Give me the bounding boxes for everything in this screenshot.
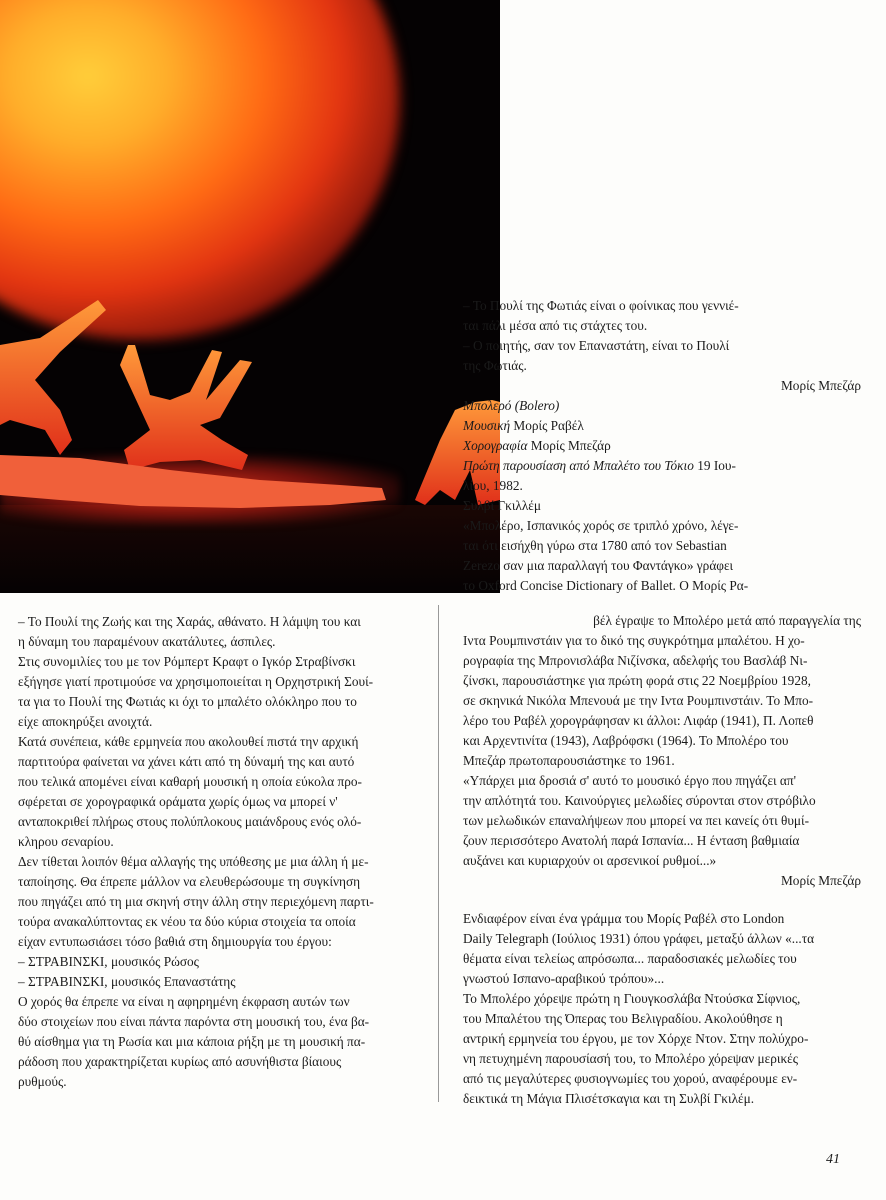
text-line: που πηγάζει από τη μια σκηνή στην άλλη στην περιεχόμενη παρτι- [18, 894, 374, 909]
premiere-credit [463, 456, 861, 476]
text-line: Ο χορός θα έπρεπε να είναι η αφηρημένη έκφραση αυτών των [18, 994, 350, 1009]
text-line: ταποίησης. Θα έπρεπε μάλλον να ελευθερώσουμε τη συγκίνηση [18, 874, 361, 889]
text-line: Κατά συνέπεια, κάθε ερμηνεία που ακολουθεί πιστά την αρχική [18, 734, 359, 749]
text-line: λίου, 1982. [463, 478, 523, 493]
text-line: τούρα ανακαλύπτοντας εκ νέου τα δύο κύρια στοιχεία τα οποία [18, 914, 356, 929]
text-line: ζουν περισσότερο Ανατολή παρά Ισπανία... Η ένταση βαθμιαία [463, 833, 800, 848]
text-line: τα για το Πουλί της Φωτιάς κι όχι το μπαλέτο ολόκληρο που το [18, 694, 357, 709]
text-line: είχε αποκηρύξει ανοιχτά. [18, 714, 153, 729]
text-line: γνωστού Ισπανο-αραβικού τρόπου»... [463, 971, 665, 986]
text-line: – Ο ποιητής, σαν τον Επαναστάτη, είναι το Πουλί [463, 338, 730, 353]
text-line: Daily Telegraph (Ιούλιος 1931) όπου γράφει, μεταξύ άλλων «...τα [463, 931, 815, 946]
text-line: την απλότητά του. Καινούργιες μελωδίες σύρονται στον στρόβιλο [463, 793, 816, 808]
choreography-value: Μορίς Μπεζάρ [530, 438, 611, 453]
text-line: ρογραφία της Μπρονισλάβα Νιζίνσκα, αδελφής του Βασλάβ Νι- [463, 653, 808, 668]
text-line: – Το Πουλί της Ζωής και της Χαράς, αθάνατο. Η λάμψη του και [18, 614, 361, 629]
text-line: ράδοση που χαρακτηρίζεται κυρίως από ασυνήθιστα βίαιους [18, 1054, 342, 1069]
right-column-top [463, 296, 861, 596]
right-column-bottom [463, 611, 861, 1109]
dancers-silhouettes [0, 0, 500, 593]
signature: Μορίς Μπεζάρ [780, 873, 861, 888]
text-line: ται πάλι μέσα από τις στάχτες του. [463, 318, 648, 333]
music-label: Μουσική [463, 418, 511, 433]
text-line: Zerezo σαν μια παραλλαγή του Φαντάγκο» γράφει [463, 558, 734, 573]
work-title: Μπολερό (Bolero) [463, 398, 560, 413]
text-line: δεικτικά τη Μάγια Πλισέτσκαγια και τη Συλβί Γκιλέμ. [463, 1091, 755, 1106]
text-line: το Oxford Concise Dictionary of Ballet. Ο Μορίς Ρα- [463, 578, 749, 593]
text-line: Ενδιαφέρον είναι ένα γράμμα του Μορίς Ραβέλ στο London [463, 911, 785, 926]
text-line: η δύναμη του παραμένουν ακατάλυτες, άσπιλες. [18, 634, 276, 649]
text-line: των μελωδικών επαναλήψεων που μπορεί να πει κανείς ότι θυμί- [463, 813, 810, 828]
page-number: 41 [826, 1152, 840, 1167]
text-line: Μπεζάρ πρωτοπαρουσιάστηκε το 1961. [463, 753, 675, 768]
cast-line: Συλβί Γκιλλέμ [463, 498, 542, 513]
signature: Μορίς Μπεζάρ [780, 378, 861, 393]
text-line: Στις συνομιλίες του με τον Ρόμπερτ Κραφτ ο Ιγκόρ Στραβίνσκι [18, 654, 356, 669]
text-line: Δεν τίθεται λοιπόν θέμα αλλαγής της υπόθεσης με μια άλλη ή με- [18, 854, 369, 869]
music-credit [463, 416, 861, 436]
premiere-label: Πρώτη παρουσίαση από Μπαλέτο του Τόκιο [463, 458, 694, 473]
text-line: θέματα είναι τελείως απρόσωπα... παραδοσιακές μελωδίες του [463, 951, 797, 966]
text-line: βέλ έγραψε το Μπολέρο μετά από παραγγελία της [593, 613, 861, 628]
text-line: από τις μεγαλύτερες φυσιογνωμίες του χορού, αναφέρουμε εν- [463, 1071, 798, 1086]
music-value: Μορίς Ραβέλ [513, 418, 584, 433]
text-line: ται ότι εισήχθη γύρω στα 1780 από τον Sebastian [463, 538, 727, 553]
text-line: σφέρεται σε χορογραφικά οράματα χωρίς όμως να μπορεί ν' [18, 794, 338, 809]
text-line: εξήγησε γιατί προτιμούσε να χρησιμοποιείται η Ορχηστρική Σουί- [18, 674, 374, 689]
premiere-date: 19 Ιου- [697, 458, 736, 473]
text-line: που τελικά απομένει είναι καθαρή μουσική η οποία εύκολα προ- [18, 774, 362, 789]
text-line: και Αρχεντινίτα (1943), Λαβρόφσκι (1964). Το Μπολέρο του [463, 733, 789, 748]
text-line: – ΣΤΡΑΒΙΝΣΚΙ, μουσικός Ρώσος [18, 954, 199, 969]
text-line: θύ αίσθημα για τη Ρωσία και μια κάποια ρήξη με τη μουσική πα- [18, 1034, 366, 1049]
spacer [463, 891, 861, 909]
text-line: – Το Πουλί της Φωτιάς είναι ο φοίνικας που γεννιέ- [463, 298, 739, 313]
text-line: παρτιτούρα φαίνεται να χάνει κάτι από τη δύναμή της και αυτό [18, 754, 355, 769]
text-line: ζίνσκι, παρουσιάστηκε για πρώτη φορά στις 22 Νοεμβρίου 1928, [463, 673, 811, 688]
text-line: Το Μπολέρο χόρεψε πρώτη η Γιουγκοσλάβα Ντούσκα Σίφνιος, [463, 991, 801, 1006]
text-line: – ΣΤΡΑΒΙΝΣΚΙ, μουσικός Επαναστάτης [18, 974, 236, 989]
text-line: της Φωτιάς. [463, 358, 527, 373]
text-line: είχαν εντυπωσιάσει τόσο βαθιά στη δημιουργία του έργου: [18, 934, 332, 949]
text-line: Ιντα Ρουμπινστάιν για το δικό της συγκρότημα μπαλέτου. Η χο- [463, 633, 805, 648]
text-line: σε σκηνικά Νικόλα Μπενουά με την Ιντα Ρουμπινστάιν. Το Μπο- [463, 693, 814, 708]
choreography-label: Χορογραφία [463, 438, 528, 453]
choreography-credit [463, 436, 861, 456]
text-line: του Μπαλέτου της Όπερας του Βελιγραδίου. Ακολούθησε η [463, 1011, 783, 1026]
text-line: νη πετυχημένη παρουσίασή του, το Μπολέρο χόρεψαν μερικές [463, 1051, 799, 1066]
text-line: «Υπάρχει μια δροσιά σ' αυτό το μουσικό έργο που πηγάζει απ' [463, 773, 797, 788]
column-divider [438, 605, 439, 1102]
text-line: κληρου σεναρίου. [18, 834, 114, 849]
left-column [18, 612, 424, 1092]
text-line: αυξάνει και κυριαρχούν οι αρσενικοί ρυθμοί...» [463, 853, 717, 868]
text-line: ρυθμούς. [18, 1074, 67, 1089]
text-line: «Μπολέρο, Ισπανικός χορός σε τριπλό χρόνο, λέγε- [463, 518, 739, 533]
text-line: αντρική ερμηνεία του έργου, με τον Χόρχε Ντον. Στην πολύχρο- [463, 1031, 809, 1046]
text-line: λέρο του Ραβέλ χορογράφησαν κι άλλοι: Λιφάρ (1941), Π. Λοπεθ [463, 713, 814, 728]
text-line: δύο στοιχείων που είναι πάντα παρόντα στη μουσική του, ένα βα- [18, 1014, 370, 1029]
text-line: ανταποκριθεί πλήρως στους πολύπλοκους μαιάνδρους ενός ολό- [18, 814, 362, 829]
dance-photo [0, 0, 500, 593]
